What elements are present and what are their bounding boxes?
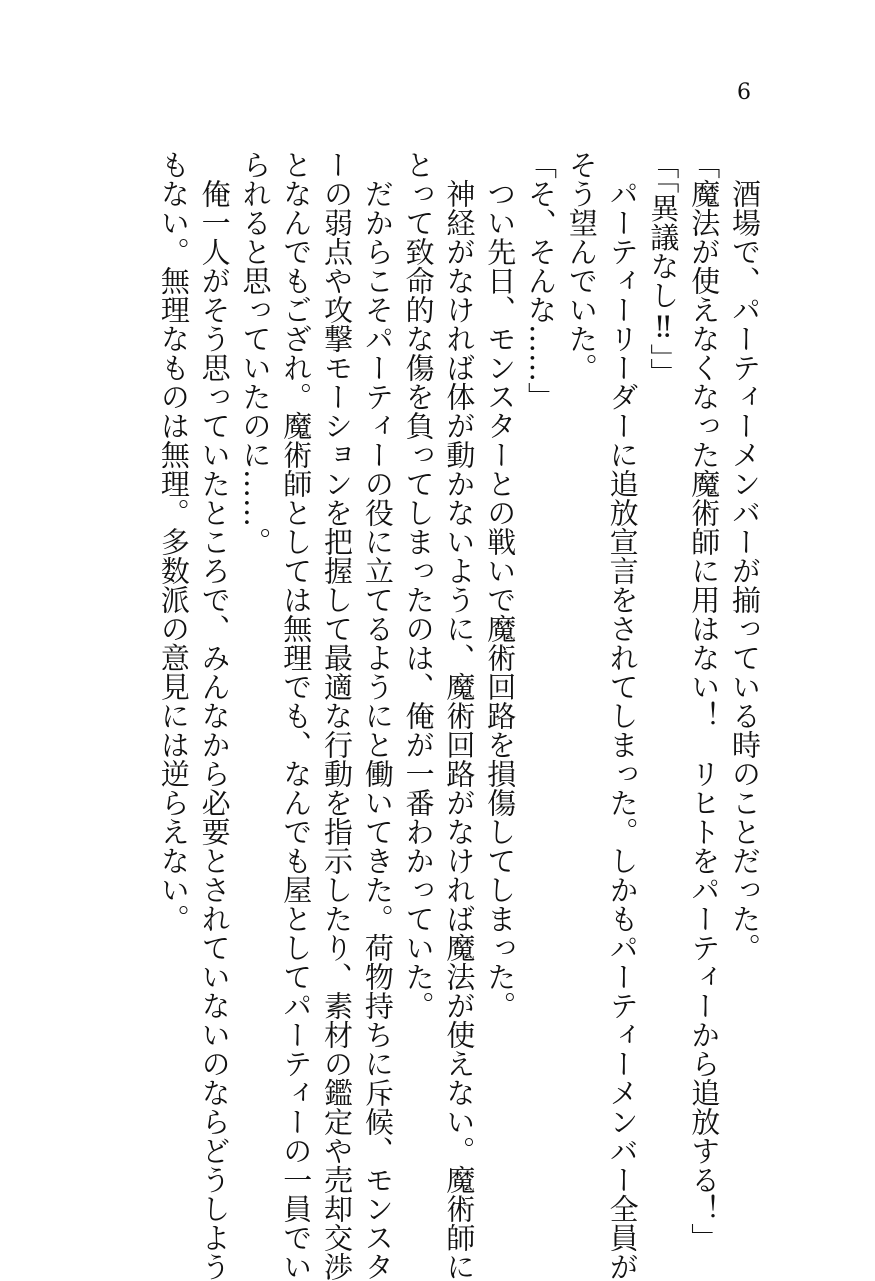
text-line: 「魔法が使えなくなった魔術師に用はない！ リヒトをパーティーから追放する！」 bbox=[687, 150, 722, 1252]
text-line: 「「異議なし‼」」 bbox=[646, 150, 681, 387]
text-line: とって致命的な傷を負ってしまったのは、俺が一番わかっていた。 bbox=[401, 150, 436, 1020]
text-line: もない。無理なものは無理。多数派の意見には逆らえない。 bbox=[156, 150, 191, 933]
text-line: つい先日、モンスターとの戦いで魔術回路を損傷してしまった。 bbox=[483, 150, 518, 1020]
body-text bbox=[125, 150, 765, 1281]
text-line: 酒場で、パーティーメンバーが揃っている時のことだった。 bbox=[728, 150, 762, 962]
text-line: となんでもござれ。魔術師としては無理でも、なんでも屋としてパーティーの一員でい bbox=[279, 150, 314, 1281]
text-line: ーの弱点や攻撃モーションを把握して最適な行動を指示したり、素材の鑑定や売却交渉 bbox=[320, 150, 355, 1281]
text-line: パーティーリーダーに追放宣言をされてしまった。しかもパーティーメンバー全員が bbox=[605, 150, 640, 1281]
text-line: だからこそパーティーの役に立てるようにと働いてきた。荷物持ちに斥候、モンスタ bbox=[360, 150, 395, 1281]
text-line: 神経がなければ体が動かないように、魔術回路がなければ魔法が使えない。魔術師に bbox=[442, 150, 477, 1281]
text-line: 「そ、そんな……」 bbox=[524, 150, 559, 411]
text-line: られると思っていたのに……。 bbox=[238, 150, 273, 556]
page-number: 6 bbox=[737, 80, 751, 105]
text-line: そう望んでいた。 bbox=[564, 150, 599, 382]
text-line: 俺一人がそう思っていたところで、みんなから必要とされていないのならどうしよう bbox=[197, 150, 232, 1281]
